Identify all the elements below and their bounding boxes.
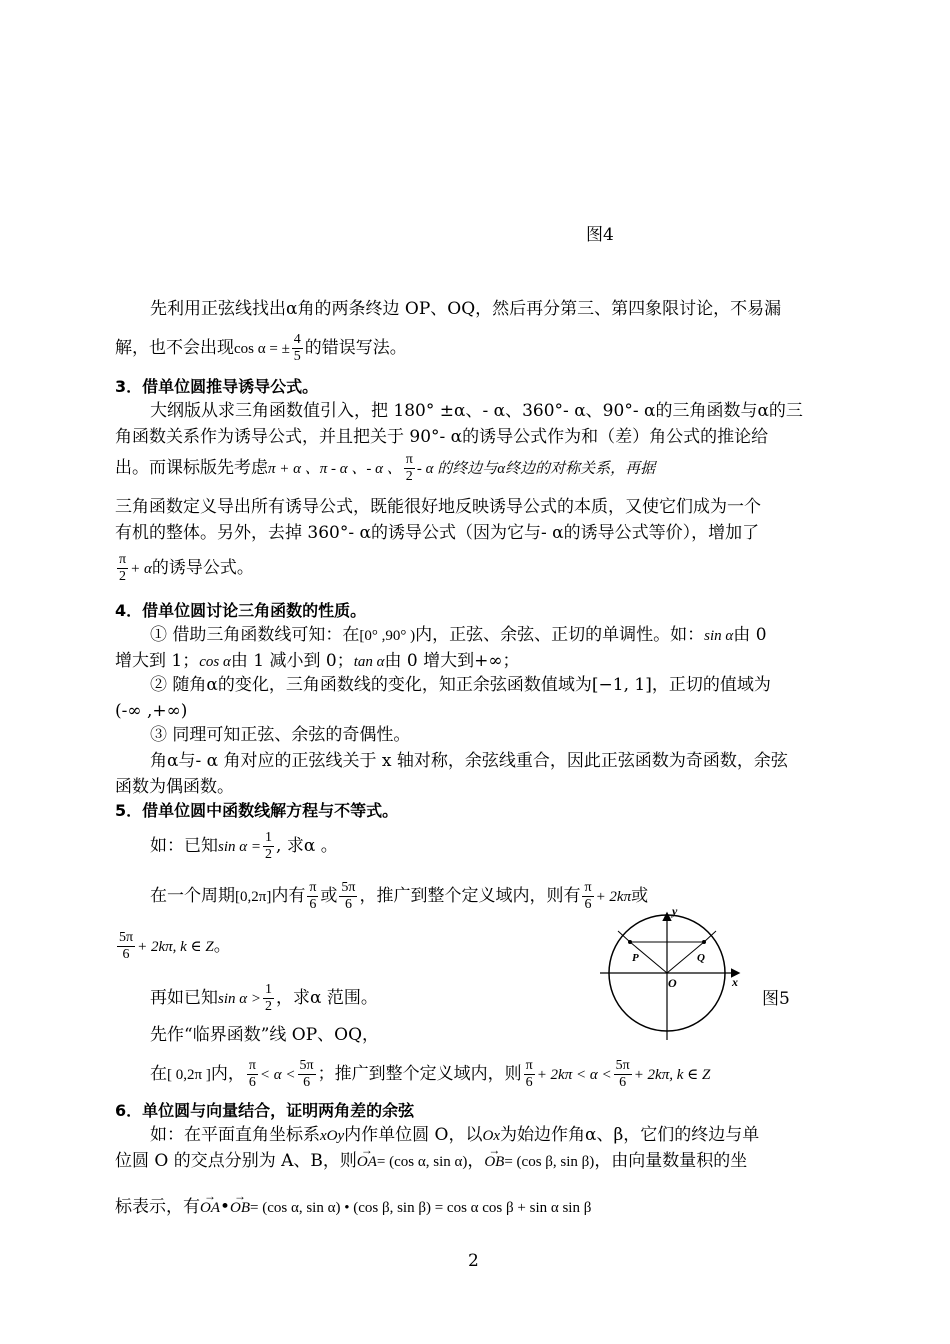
sec6-dot-product-expr: = (cos α, sin α) • (cos β, sin β) = cos α cos β + sin α sin β [250,1200,592,1216]
figure4-caption: 图4 [586,225,614,245]
point-p [628,940,632,944]
sec5-e6-frac-1 [247,1058,258,1091]
sec5-example-4 [150,982,378,1015]
frac-num: π [584,880,592,895]
sec6-l1-b: 为始边作角α、β，它们的终边与单 [500,1125,760,1145]
sec3-line-5: 有机的整体。另外，去掉 360°- α的诱导公式（因为它与- α的诱导公式等价），增加了 [115,523,760,543]
frac-num: 1 [265,982,273,997]
sec3-fraction-2 [117,552,128,585]
sec5-e4-frac [263,982,274,1015]
frac-num: 1 [265,830,273,845]
frac-den: 6 [303,1075,311,1090]
section-3-heading: 3．借单位圆推导诱导公式。 [115,377,319,396]
unit-circle-figure [596,906,746,1042]
frac-den: 2 [119,569,127,584]
sec4-item-1b [115,648,520,675]
frac-den: 2 [265,999,273,1014]
sec3-line-2: 角函数关系作为诱导公式，并且把关于 90°- α的诱导公式作为和（差）角公式的推论给 [115,427,769,447]
sec6-l2-pre: 位圆 O 的交点分别为 A、B，则 [115,1151,357,1171]
origin-label: O [668,976,677,990]
frac-den: 6 [248,1075,256,1090]
frac-num: 5π [341,880,356,895]
sec4-interval: [0° ,90° ) [359,628,416,644]
p-label: P [632,952,639,964]
sec5-e2-or: 或 [320,886,338,906]
sec6-l3-pre: 标表示，有 [115,1197,200,1217]
frac-den: 6 [344,897,352,912]
sec5-e6-frac-4 [614,1058,632,1091]
vector-ob: → OB [484,1149,504,1175]
sec3-line-3 [115,452,655,485]
intro-line-2-post: 的错误写法。 [304,338,407,358]
sec5-e2-frac-1 [307,880,318,913]
frac-den: 6 [122,947,130,962]
dot-operator: • [220,1197,231,1217]
frac-den: 2 [265,847,273,862]
sec3-fraction [404,452,415,485]
sec5-e2-frac-3 [582,880,593,913]
section-4-heading: 4．借单位圆讨论三角函数的性质。 [115,601,367,620]
intro-line-1: 先利用正弦线找出α角的两条终边 OP、OQ，然后再分第三、第四象限讨论，不易漏 [150,299,782,319]
sec6-line-1 [150,1122,759,1149]
sec5-e6-b: ；推广到整个定义域内，则 [317,1064,522,1084]
frac-num: π [525,1058,533,1073]
frac-den: 2 [405,469,413,484]
section-6-heading: 6．单位圆与向量结合，证明两角差的余弦 [115,1101,415,1120]
sec5-e2-frac-2 [339,880,357,913]
vector-oa: → OA [200,1195,220,1221]
frac-num: 5π [615,1058,630,1073]
sec5-e4-pre: 再如已知 [150,988,218,1008]
sec5-e2-b: ，推广到整个定义域内，则有 [359,886,581,906]
frac-den: 6 [309,897,317,912]
sec5-e2-pre: 在一个周期 [150,886,235,906]
sec5-example-6 [150,1058,710,1091]
page-number: 2 [468,1251,479,1271]
sec5-example-1 [150,830,338,863]
sec4-item-1 [150,622,767,649]
sec6-line-3 [115,1194,591,1221]
sec3-line-6-post: 的诱导公式。 [151,558,254,578]
sec5-e6-ineq-3: + 2kπ, k ∈ Z [633,1067,711,1083]
frac-num: π [309,880,317,895]
sec3-line-1: 大纲版从求三角函数值引入，把 180° ±α、- α、360°- α、90°- α的三角函数与α的三 [150,401,803,421]
sec5-e2-end: 或 [631,886,649,906]
sec5-e3-frac [117,930,135,963]
sec5-e1-math: sin α = [218,839,262,855]
sec6-l2-post: ，由向量数量积的坐 [594,1151,748,1171]
sec6-l1-a: 内作单位圆 O，以 [344,1125,483,1145]
sec4-item-1b-b: 由 1 减小到 0； [230,651,354,671]
sec3-line-3-pre: 出。而课标版先考虑 [115,458,268,478]
sec4-item-1b-a: 增大到 1； [115,651,200,671]
sec5-e1-post: , 求α 。 [276,836,338,856]
sec5-e2-math: + 2kπ [595,889,632,905]
frac-num: 4 [293,332,301,347]
figure5-caption: 图5 [762,989,790,1009]
vector-oa: → OA [357,1149,377,1175]
sec6-ob-value: = (cos β, sin β) [504,1154,595,1170]
intro-cos-expr: cos α = ± [234,341,290,357]
frac-num: π [119,552,127,567]
sec5-e4-post: ，求α 范围。 [276,988,378,1008]
sec3-line-6 [115,552,254,585]
vector-ob: → OB [230,1195,250,1221]
intro-fraction [292,332,303,365]
sec5-e6-ineq-1: < α < [259,1067,296,1083]
sec4-item-1b-c: 由 0 增大到+∞； [384,651,520,671]
frac-den: 6 [584,897,592,912]
sec5-e6-interval: [ 0,2π ] [167,1067,211,1083]
sec4-tan: tan α [353,654,385,670]
sec4-item-1-pre: ① 借助三角函数线可知：在 [150,625,360,645]
sec6-sep: ， [467,1151,485,1171]
sec6-xoy: xOy [320,1128,345,1144]
intro-line-2 [115,332,407,365]
sec3-plus-alpha: + α [130,561,152,577]
sec3-line-4: 三角函数定义导出所有诱导公式，既能很好地反映诱导公式的本质，又使它们成为一个 [115,497,761,517]
sec5-e1-pre: 如：已知 [150,836,218,856]
intro-line-2-pre: 解，也不会出现 [115,338,234,358]
sec5-e3-math: + 2kπ, k ∈ Z [137,939,214,955]
sec4-item-4: 角α与- α 角对应的正弦线关于 x 轴对称，余弦线重合，因此正弦函数为奇函数，余弦 [150,751,788,771]
sec3-line-3-post: - α 的终边与α终边的对称关系，再据 [416,461,656,477]
frac-num: 5π [119,930,134,945]
frac-den: 5 [293,349,301,364]
sec5-example-5: 先作“临界函数”线 OP、OQ， [150,1025,380,1045]
sec5-e6-frac-2 [298,1058,316,1091]
sec4-item-1-mid: 内，正弦、余弦、正切的单调性。如： [415,625,705,645]
sec5-e6-a: 内， [210,1064,245,1084]
frac-num: π [405,452,413,467]
section-5-heading: 5．借单位圆中函数线解方程与不等式。 [115,801,399,820]
sec3-angle-list: π + α 、π - α 、- α 、 [268,461,402,477]
sec5-example-3 [115,930,231,963]
sec6-l1-pre: 如：在平面直角坐标系 [150,1125,320,1145]
frac-num: 5π [299,1058,314,1073]
sec4-cos: cos α [199,654,231,670]
frac-den: 6 [525,1075,533,1090]
sec6-oa-value: = (cos α, sin α) [376,1154,468,1170]
sec4-item-4b: 函数为偶函数。 [115,777,234,797]
sec5-e2-interval: [0,2π] [235,889,272,905]
sec4-sin: sin α [704,628,734,644]
sec5-e6-frac-3 [524,1058,535,1091]
frac-num: π [248,1058,256,1073]
sec5-e2-a: 内有 [271,886,306,906]
sec4-item-2: ② 随角α的变化，三角函数线的变化，知正余弦函数值域为[−1, 1]，正切的值域为 [150,675,771,695]
sec5-e3-end: 。 [213,936,231,956]
sec4-item-1-end: 由 0 [733,625,767,645]
sec5-e1-frac [263,830,274,863]
sec5-e6-pre: 在 [150,1064,167,1084]
q-label: Q [697,952,705,964]
sec5-e6-ineq-2: + 2kπ < α < [536,1067,612,1083]
sec4-item-2b: (-∞ ,+∞) [115,701,188,721]
frac-den: 6 [619,1075,627,1090]
sec5-example-2 [150,880,648,913]
sec5-e4-math: sin α > [218,991,262,1007]
sec4-item-3: ③ 同理可知正弦、余弦的奇偶性。 [150,725,411,745]
sec6-line-2 [115,1148,747,1175]
y-label: y [672,906,678,918]
x-label: x [732,975,738,989]
sec6-ox: Ox [482,1128,500,1144]
point-q [702,940,706,944]
